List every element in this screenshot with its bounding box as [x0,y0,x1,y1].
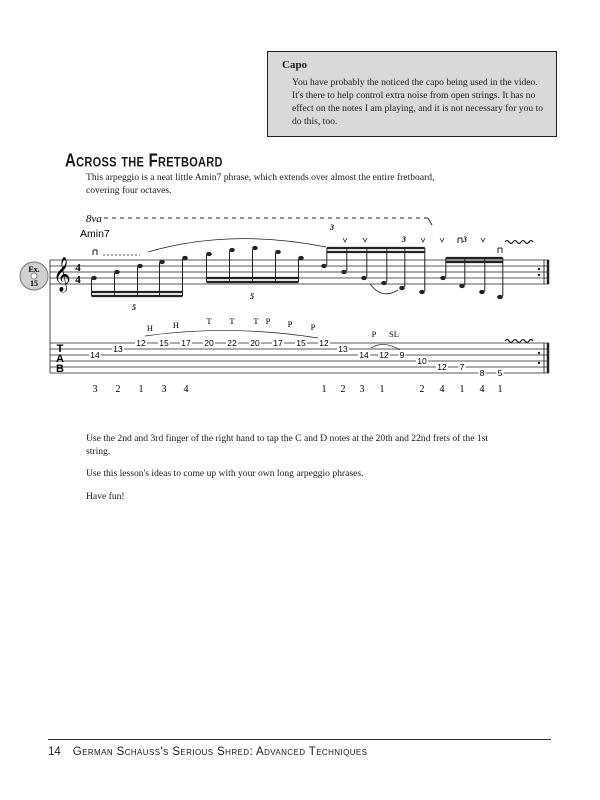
group-number: 5 [132,303,136,312]
body-paragraph: Have fun! [86,491,125,502]
technique-label: P [371,329,377,339]
example-badge [20,262,48,290]
body-paragraph: Use this lesson's ideas to come up with your own long arpeggio phrases. [86,468,364,479]
section-title: Across the Fretboard [65,150,223,172]
fingering-number: 1 [379,384,385,395]
tuplet-number: 3 [463,235,467,244]
capo-text: You have probably the noticed the capo being used in the video. It's there to help control extra noise from open strings. It has no effect on the notes I am playing, and it is not necessary for you to do this, too. [292,77,544,127]
tab-fret-number: 12 [136,338,146,348]
group-number: 5 [250,292,254,301]
tab-fret-number: 14 [90,350,100,360]
fingering-number: 1 [459,384,465,395]
tab-fret-number: 15 [296,338,306,348]
capo-title: Capo [282,59,308,71]
technique-label: H [146,323,154,333]
tab-fret-number: 17 [181,338,191,348]
ottava-mark: 8va [86,213,102,225]
tab-fret-number: 8 [479,368,485,378]
tab-fret-number: 7 [459,362,465,372]
fingering-number: 2 [419,384,425,395]
tab-fret-number: 12 [437,362,447,372]
fingering-number: 2 [340,384,346,395]
page-footer [48,746,367,758]
technique-label: T [253,316,259,326]
technique-label: T [206,316,212,326]
tab-fret-number: 15 [159,338,169,348]
treble-staff [50,260,549,284]
tab-fret-number: 5 [497,368,503,378]
fingering-number: 1 [138,384,144,395]
technique-label: P [310,322,316,332]
tab-label: T [56,343,64,355]
intro-paragraph: This arpeggio is a neat little Amin7 phrase, which extends over almost the entire fretboard, covering four octaves. [86,172,435,196]
technique-label: T [229,316,235,326]
tuplet-number: 3 [402,235,406,244]
tab-numbers [89,338,504,378]
example-badge-label: Ex. [28,265,40,274]
fingering-number: 3 [92,384,98,395]
chord-symbol: Amin7 [80,228,110,240]
page-number: 14 [48,746,61,758]
tab-label: B [56,363,64,375]
tab-fret-number: 22 [227,338,237,348]
tab-fret-number: 13 [113,344,123,354]
tuplet-number: 3 [330,223,334,232]
time-signature-bottom: 4 [75,274,81,286]
fingering-number: 3 [359,384,365,395]
fingering-number: 4 [479,384,485,395]
tab-staff [50,284,549,373]
time-signature-top: 4 [75,262,81,274]
technique-label: P [265,316,271,326]
tab-label: A [56,353,64,365]
fingering-number: 1 [497,384,503,395]
tab-fret-number: 12 [379,350,389,360]
fingering-number: 2 [115,384,121,395]
tab-fret-number: 9 [399,350,405,360]
fingering-number: 4 [183,384,189,395]
tab-fret-number: 10 [417,356,427,366]
tab-fret-number: 14 [359,350,369,360]
fingering-number: 3 [161,384,167,395]
footer-title: German Schauss's Serious Shred: Advanced Techniques [72,746,368,758]
technique-label: SL [389,329,399,339]
body-paragraph: Use the 2nd and 3rd finger of the right hand to tap the C and D notes at the 20th and 22nd frets of the 1st string. [86,433,489,457]
example-badge-number: 15 [30,279,38,288]
technique-label: H [172,320,180,330]
tab-fret-number: 12 [319,338,329,348]
fingering-number: 1 [321,384,327,395]
tab-fret-number: 17 [273,338,283,348]
tab-fret-number: 20 [204,338,214,348]
tab-fret-number: 13 [338,344,348,354]
fingering-number: 4 [439,384,445,395]
tab-fret-number: 20 [250,338,260,348]
technique-label: P [287,319,293,329]
treble-clef: 𝄞 [53,258,71,291]
footer-rule [48,739,551,740]
